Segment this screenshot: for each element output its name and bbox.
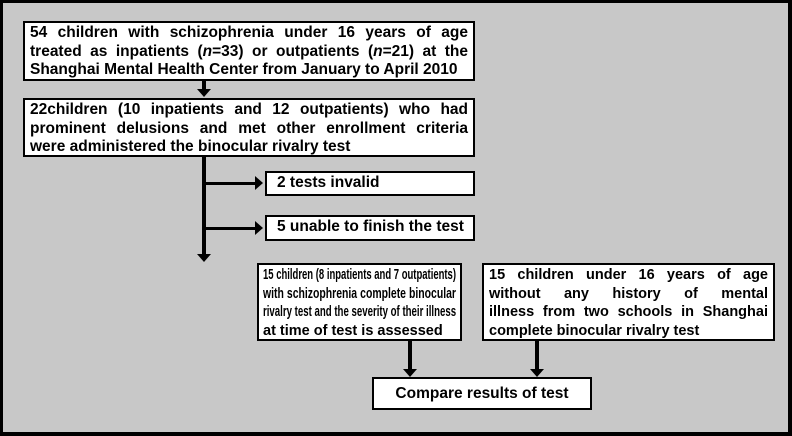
connector-line — [535, 341, 539, 370]
box-line: 54 children with schizophrenia under 16 years of age — [30, 24, 468, 41]
connector-line — [204, 227, 256, 230]
arrow-down-icon — [403, 369, 417, 377]
box-line — [30, 43, 468, 62]
box-line: rivalry test and the severity of their illness — [263, 304, 457, 320]
excluded-invalid-box — [265, 171, 475, 196]
box-line: 15 children (8 inpatients and 7 outpatients) — [263, 267, 456, 283]
connector-line — [204, 182, 256, 185]
box-line: with schizophrenia complete binocular — [263, 285, 456, 302]
connector-line — [202, 157, 206, 255]
box-line: illness from two schools in Shanghai — [489, 304, 768, 320]
box-line: Compare results of test — [395, 385, 569, 402]
box-line: 5 unable to finish the test — [277, 218, 464, 235]
arrow-right-icon — [255, 176, 263, 190]
box-line: Shanghai Mental Health Center from January to April 2010 — [30, 61, 458, 78]
box-line: 2 tests invalid — [277, 174, 380, 191]
box-line: without any history of mental — [489, 285, 768, 302]
enrolled-box — [23, 98, 475, 157]
box-line: 15 children under 16 years of age — [489, 267, 768, 283]
initial-population-box — [23, 21, 475, 81]
arrow-right-icon — [255, 221, 263, 235]
box-line: complete binocular rivalry test — [489, 322, 700, 339]
arrow-down-icon — [197, 254, 211, 262]
box-line: at time of test is assessed — [263, 322, 443, 339]
box-line: prominent delusions and met other enrollment criteria — [30, 119, 468, 137]
italic-n: n — [202, 42, 213, 60]
box-line: were administered the binocular rivalry test — [30, 138, 351, 155]
arrow-down-icon — [530, 369, 544, 377]
text: treated as inpatients ( — [30, 42, 203, 60]
italic-n: n — [373, 42, 383, 60]
connector-line — [408, 341, 412, 370]
compare-box — [372, 377, 592, 410]
patients-box — [257, 263, 462, 341]
text: =33) or outpatients ( — [212, 42, 374, 60]
box-line: 22children (10 inpatients and 12 outpatients) who had — [30, 101, 468, 118]
controls-box — [482, 263, 775, 341]
text: =21) at the — [382, 42, 468, 60]
excluded-unfinished-box — [265, 215, 475, 241]
arrow-down-icon — [197, 89, 211, 97]
